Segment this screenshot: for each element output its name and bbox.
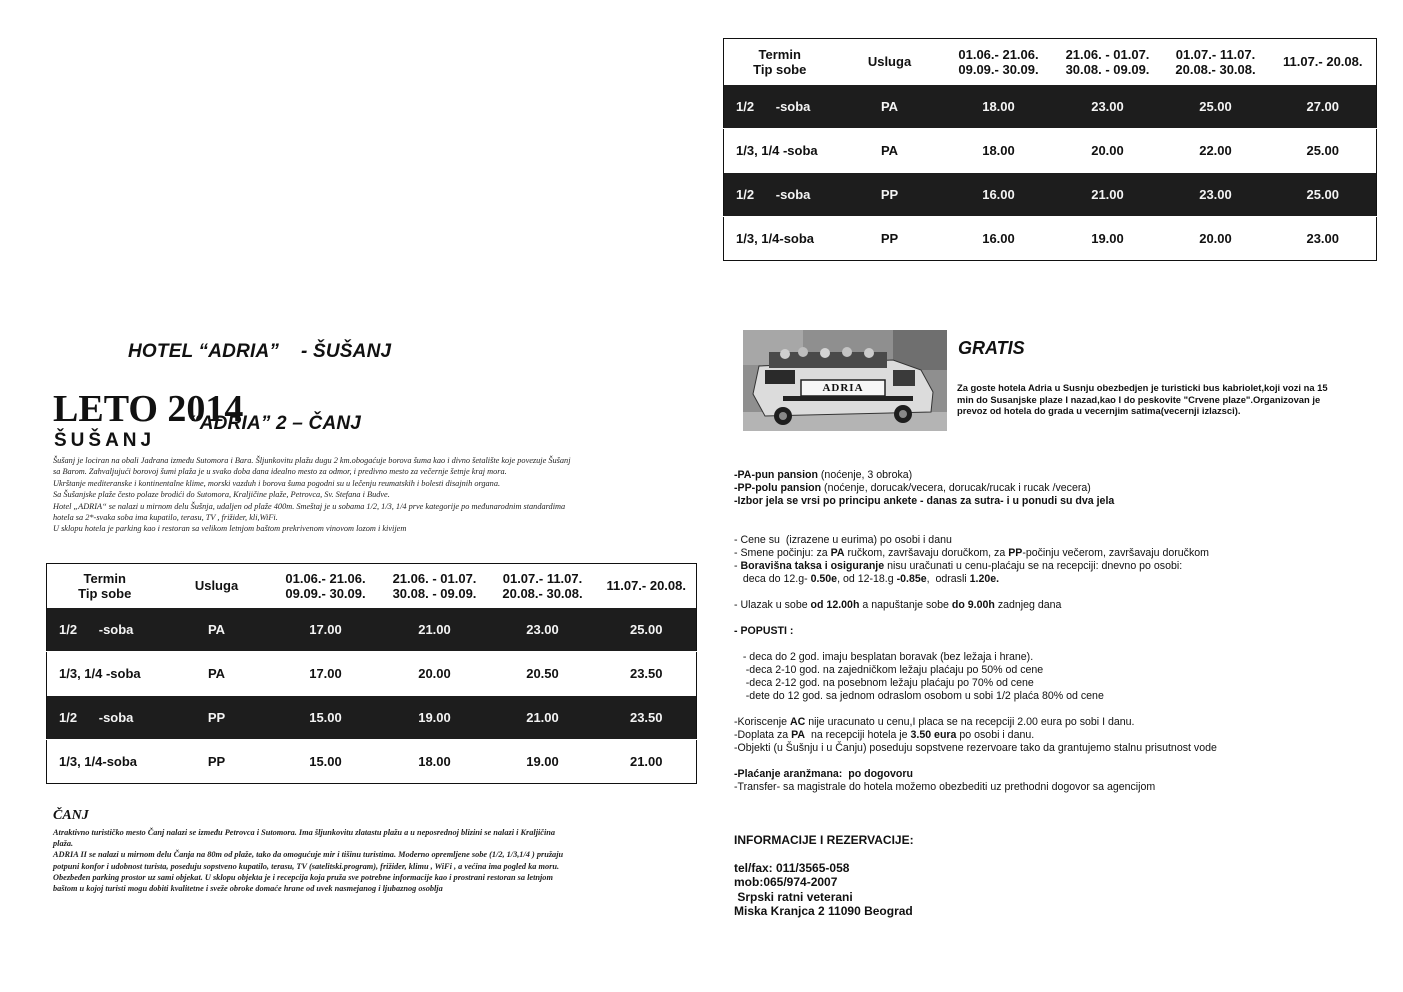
service-type: PP [163,696,271,740]
info-text: -deca 2-12 god. na posebnom ležaju plaćaju po 70% od cene [734,677,1034,689]
price-cell: 21.00 [381,608,489,652]
table-row [47,696,697,740]
place-susanj-title: ŠUŠANJ [54,430,156,451]
spacer [734,638,1374,651]
price-cell: 23.50 [597,696,697,740]
info-text: nisu uračunati u cenu-plaćaju se na recepciji: dnevno po osobi: [884,560,1183,572]
service-type: PP [836,173,944,217]
service-type: PA [836,129,944,173]
table-row [724,173,1377,217]
info-bold-text: PP [1008,547,1023,559]
room-type: 1/2 -soba [47,696,163,740]
info-line [734,664,1374,677]
price-cell: 23.00 [1270,217,1377,261]
desc-line: Ukrštanje mediteranske i kontinentalne klime, morski vazduh i borova šuma pogodni su u lečenju reumatskih i bolesti disajnih organa. [53,478,501,488]
gratis-line: Za goste hotela Adria u Susnju obezbedjen je turisticki bus kabriolet,koji vozi na 15 [957,382,1328,393]
info-text: ručkom, završavaju doručkom, za [844,547,1009,559]
price-table-bottom [46,563,697,784]
info-text: -Transfer- sa magistrale do hotela možemo obezbediti uz prethodni dogovor sa agencijom [734,781,1156,793]
info-text: a napuštanje sobe [859,599,952,611]
info-text: -Koriscenje [734,716,790,728]
desc-line: plaža. [53,839,74,849]
desc-line: sa Barom. Zahvaljujući borovoj šumi plaža je u svako doba dana idealno mesto za odmor, i predivno mesto za večernje šetnje kraj mora. [53,467,507,477]
price-cell: 21.00 [489,696,597,740]
price-cell: 16.00 [944,217,1054,261]
room-type: 1/3, 1/4-soba [47,740,163,784]
price-cell: 17.00 [271,652,381,696]
room-type: 1/2 -soba [724,85,836,129]
header-termin: Termin Tip sobe [78,570,132,601]
price-cell: 23.00 [489,608,597,652]
desc-line: Sa Šušanjske plaže često polaze brodići do Sutomora, Kraljičine plaže, Petrovca, Sv. Stefana i Budve. [53,490,390,500]
header-usluga: Usluga [194,578,239,594]
info-bold-text: PA [791,729,806,741]
spacer [734,521,1374,534]
info-bold-text: -Izbor jela se vrsi po principu ankete - danas za sutra- i u ponudi su dva jela [734,495,1115,507]
info-text: , odrasli [926,573,970,585]
header-period-2: 21.06. - 01.07. 30.08. - 09.09. [392,570,477,601]
info-line [734,742,1374,755]
table-row [47,652,697,696]
contact-phone: tel/fax: 011/3565-058 [734,860,850,875]
info-line [734,729,1374,742]
info-line [734,768,1374,781]
price-cell: 23.50 [597,652,697,696]
info-bold-text: PA [830,547,845,559]
info-text: -Objekti (u Šušnju i u Čanju) poseduju sopstvene rezervoare tako da grantujemo stalnu prisutnost vode [734,742,1217,754]
gratis-line: prevoz od hotela do grada u vecernjim satima(vecernji izlazsci). [957,405,1241,417]
info-text: po osobi i danu. [956,729,1035,741]
info-text: zadnjeg dana [994,599,1062,611]
desc-line: Atraktivno turističko mesto Čanj nalazi se između Petrovca i Sutomora. Ima šljunkovitu zlatastu plažu a u neposrednoj blizini se nalazi i Kraljičina [53,828,556,837]
hotel-title-line-2: “ADRIA” 2 – ČANJ [190,413,362,434]
service-type: PA [163,608,271,652]
canj-description [53,827,703,894]
info-text: , od 12-18.g [837,573,897,585]
contact-heading: INFORMACIJE I REZERVACIJE: [734,833,914,847]
info-text: -Doplata za [734,729,792,741]
room-type: 1/3, 1/4-soba [724,217,836,261]
info-bold-text: -PA-pun pansion [734,469,818,481]
contact-organization: Srpski ratni veterani [734,889,853,904]
price-cell: 16.00 [944,173,1054,217]
price-cell: 25.00 [597,608,697,652]
info-bold-text: -Plaćanje aranžmana: po dogovoru [734,768,913,780]
header-period-4: 11.07.- 20.08. [1282,54,1363,70]
info-text: - Ulazak u sobe [734,599,811,611]
table-row [724,129,1377,173]
room-type: 1/2 -soba [724,173,836,217]
header-period-1: 01.06.- 21.06. 09.09.- 30.09. [285,570,366,601]
info-line [734,690,1374,703]
info-bold-text: od 12.00h [810,599,860,611]
info-text: -počinju večerom, završavaju doručkom [1022,547,1209,559]
info-text: nije uracunato u cenu,I placa se na recepciji 2.00 eura po sobi I danu. [805,716,1135,728]
price-cell: 18.00 [944,129,1054,173]
info-text: - Smene počinju: za [734,547,831,559]
info-notes [734,469,1374,794]
header-period-1: 01.06.- 21.06. 09.09.- 30.09. [958,46,1039,77]
spacer [734,755,1374,768]
info-bold-text: do 9.00h [951,599,995,611]
info-text: na recepciji hotela je [805,729,911,741]
spacer [734,703,1374,716]
room-type: 1/2 -soba [47,608,163,652]
info-line [734,677,1374,690]
price-cell: 19.00 [1054,217,1162,261]
info-text: -dete do 12 god. sa jednom odraslom osobom u sobi 1/2 plaća 80% od cene [734,690,1104,702]
price-cell: 25.00 [1162,85,1270,129]
price-cell: 21.00 [1054,173,1162,217]
spacer [734,508,1374,521]
contact-mobile: mob:065/974-2007 [734,875,838,889]
price-cell: 20.00 [381,652,489,696]
price-cell: 17.00 [271,608,381,652]
price-cell: 15.00 [271,740,381,784]
info-line [734,495,1374,508]
desc-line: potpuni konfor i udobnost turista, poseduju sopstveno kupatilo, terasu, TV (satelitski.program), frižider, klimu , WiFi , a većina ima pogled ka moru. [53,861,560,871]
header-termin: Termin Tip sobe [753,46,807,77]
info-line [734,534,1374,547]
price-cell: 27.00 [1270,85,1377,129]
service-type: PP [163,740,271,784]
service-type: PA [163,652,271,696]
contact-address: Miska Kranjca 2 11090 Beograd [734,904,913,918]
info-bold-text: AC [789,716,806,728]
info-bold-text: - POPUSTI : [734,625,794,637]
table-row [724,85,1377,129]
info-line [734,573,1374,586]
table-row [724,217,1377,261]
price-cell: 21.00 [597,740,697,784]
price-cell: 23.00 [1054,85,1162,129]
desc-line: Obezbeđen parking prostor uz sami objekat. U sklopu objekta je i recepcija koja pruža sve potrebne informacije kao i prostrani restoran sa letnjom [53,872,553,882]
info-line [734,651,1374,664]
info-line [734,599,1374,612]
info-text: deca do 12.g- [734,573,811,585]
price-cell: 20.50 [489,652,597,696]
desc-line: U sklopu hotela je parking kao i restoran sa velikom letnjom baštom prekrivenom vinovom lozom i kivijem [53,524,407,534]
price-cell: 25.00 [1270,129,1377,173]
price-cell: 18.00 [381,740,489,784]
service-type: PA [836,85,944,129]
desc-line: Šušanj je lociran na obali Jadrana između Sutomora i Bara. Šljunkovitu plažu dugu 2 km.obogaćuje borova šuma kao i divno šetalište koje povezuje Šušanj [53,456,571,465]
info-text: (noćenje, 3 obroka) [817,469,913,481]
price-cell: 22.00 [1162,129,1270,173]
bus-photo [743,330,947,431]
price-cell: 20.00 [1162,217,1270,261]
info-text: - [734,560,741,572]
gratis-line: min do Susanjske plaze I nazad,kao I do peskovite "Crvene plaze".Organizovan je [957,393,1321,405]
info-line [734,547,1374,560]
info-bold-text: 3.50 eura [910,729,957,741]
info-line [734,469,1374,482]
header-period-3: 01.07.- 11.07. 20.08.- 30.08. [1175,46,1256,77]
desc-line: Hotel „ADRIA“ se nalazi u mirnom delu Šušnja, udaljen od plaže 400m. Smeštaj je u sobama 1/2, 1/3, 1/4 prve kategorije po međunarodnim standardima [53,501,566,511]
gratis-text [957,382,1377,417]
season-title: LETO 2014 [53,388,244,430]
info-text: -deca 2-10 god. na zajedničkom ležaju plaćaju po 50% od cene [734,664,1044,676]
bus-sign-text: ADRIA [822,382,864,394]
gratis-title: GRATIS [958,338,1025,358]
desc-line: hotela sa 2*-svaka soba ima kupatilo, terasu, TV , frižider, kli,WiFi. [53,513,278,523]
header-period-2: 21.06. - 01.07. 30.08. - 09.09. [1065,46,1150,77]
bus-illustration [743,330,947,431]
info-bold-text: -PP-polu pansion [734,482,822,494]
price-cell: 15.00 [271,696,381,740]
price-cell: 19.00 [489,740,597,784]
susanj-description [53,455,703,535]
header-usluga: Usluga [867,54,912,70]
header-period-3: 01.07.- 11.07. 20.08.- 30.08. [502,570,583,601]
price-cell: 20.00 [1054,129,1162,173]
hotel-title-line-1: HOTEL “ADRIA” - ŠUŠANJ [128,341,392,362]
table-row [47,740,697,784]
info-line [734,625,1374,638]
room-type: 1/3, 1/4 -soba [724,129,836,173]
info-bold-text: -0.85e [896,573,927,585]
header-period-4: 11.07.- 20.08. [606,578,686,594]
info-bold-text: Boravišna taksa i osiguranje [740,560,885,572]
spacer [734,612,1374,625]
service-type: PP [836,217,944,261]
info-line [734,716,1374,729]
desc-line: ADRIA II se nalazi u mirnom delu Čanja na 80m od plaže, tako da omogućuje mir i tišinu turistima. Moderno opremljene sobe (1/2, 1/3,1/4 ) pružaju [53,850,564,860]
info-text: - Cene su (izrazene u eurima) po osobi i danu [734,534,952,546]
table-row [47,608,697,652]
info-text: - deca do 2 god. imaju besplatan boravak (bez ležaja i hrane). [734,651,1034,663]
spacer [734,586,1374,599]
hotel-title [128,292,391,460]
contact-block [734,833,914,919]
info-bold-text: 0.50e [810,573,838,585]
info-line [734,482,1374,495]
price-cell: 23.00 [1162,173,1270,217]
price-table-top [723,38,1377,261]
desc-line: baštom u kojoj turisti mogu dobiti kvalitetne i sveže obroke domaće hrane od uvek nasmejanog i ljubaznog osoblja [53,884,443,894]
room-type: 1/3, 1/4 -soba [47,652,163,696]
price-cell: 18.00 [944,85,1054,129]
price-cell: 25.00 [1270,173,1377,217]
canj-title: ČANJ [53,808,89,823]
info-bold-text: 1.20e. [969,573,1000,585]
info-text: (noćenje, dorucak/vecera, dorucak/rucak i rucak /vecera) [821,482,1091,494]
info-line [734,781,1374,794]
price-cell: 19.00 [381,696,489,740]
info-line [734,560,1374,573]
